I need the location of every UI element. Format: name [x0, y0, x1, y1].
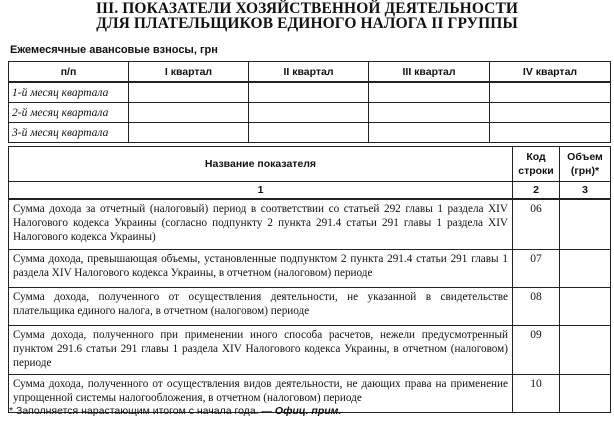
cell-month2-q3[interactable]	[369, 103, 490, 123]
table-row	[9, 250, 611, 288]
line-code: 06	[513, 199, 560, 250]
cell-month3-q2[interactable]	[249, 123, 369, 143]
col-header-q4: IV квартал	[490, 62, 611, 83]
cell-month1-q2[interactable]	[249, 82, 369, 103]
amount-cell[interactable]	[560, 375, 611, 413]
col-header-q3: III квартал	[369, 62, 490, 83]
amount-cell[interactable]	[560, 250, 611, 288]
cell-month3-q4[interactable]	[490, 123, 611, 143]
amount-cell[interactable]	[560, 326, 611, 375]
advance-payments-heading: Ежемесячные авансовые взносы, грн	[10, 44, 218, 56]
advance-header-row	[9, 62, 611, 83]
line-code: 09	[513, 326, 560, 375]
column-number-row	[9, 182, 611, 200]
row-label-month-2: 2-й месяц квартала	[9, 103, 129, 123]
advance-row-month-2	[9, 103, 611, 123]
footnote-signature: Офиц. прим.	[274, 405, 342, 417]
indicator-description: Сумма дохода, превышающая объемы, установленные подпунктом 2 пункта 291.4 статьи 291 главы 1 раздела XIV Налогового кодекса Украины, в отчетном (налоговом) периоде	[9, 250, 513, 288]
cell-month1-q3[interactable]	[369, 82, 490, 103]
indicators-header-row	[9, 147, 611, 182]
title-line-1: III. ПОКАЗАТЕЛИ ХОЗЯЙСТВЕННОЙ ДЕЯТЕЛЬНОСТИ	[95, 0, 519, 17]
line-code: 07	[513, 250, 560, 288]
header-indicator-name: Название показателя	[9, 147, 513, 182]
amount-cell[interactable]	[560, 199, 611, 250]
column-number-1: 1	[9, 182, 513, 200]
cell-month3-q1[interactable]	[129, 123, 249, 143]
column-number-3: 3	[560, 182, 611, 200]
page-title	[0, 1, 614, 31]
column-number-2: 2	[513, 182, 560, 200]
indicator-description: Сумма дохода, полученного от осуществления деятельности, не указанной в свидетельстве плательщика единого налога, в отчетном (налоговом) периоде	[9, 288, 513, 326]
col-header-q1: I квартал	[129, 62, 249, 83]
col-header-q2: II квартал	[249, 62, 369, 83]
footnote-text: * Заполняется нарастающим итогом с начала года. —	[9, 405, 272, 417]
title-line-2: ДЛЯ ПЛАТЕЛЬЩИКОВ ЕДИНОГО НАЛОГА II ГРУППЫ	[96, 15, 518, 32]
cell-month3-q3[interactable]	[369, 123, 490, 143]
table-row	[9, 326, 611, 375]
row-label-month-1: 1-й месяц квартала	[9, 82, 129, 103]
cell-month2-q2[interactable]	[249, 103, 369, 123]
line-code: 08	[513, 288, 560, 326]
header-amount: Объем (грн)*	[560, 147, 611, 182]
cell-month2-q4[interactable]	[490, 103, 611, 123]
advance-row-month-3	[9, 123, 611, 143]
indicator-description: Сумма дохода за отчетный (налоговый) период в соответствии со статьей 292 главы 1 раздела XIV Налогового кодекса Украины (согласно подпункту 2 пункта 291.4 статьи 291 главы 1 раздела XIV Налогового кодекса Украины)	[9, 199, 513, 250]
indicator-description: Сумма дохода, полученного при применении иного способа расчетов, нежели предусмотренный пунктом 291.6 статьи 291 главы 1 раздела XIV Налогового кодекса Украины, в отчетном (налоговом) периоде	[9, 326, 513, 375]
cell-month1-q1[interactable]	[129, 82, 249, 103]
row-label-month-3: 3-й месяц квартала	[9, 123, 129, 143]
cell-month1-q4[interactable]	[490, 82, 611, 103]
advance-row-month-1	[9, 82, 611, 103]
line-code: 10	[513, 375, 560, 413]
footnote	[9, 405, 341, 417]
indicator-description: Сумма дохода, полученного от осуществления видов деятельности, не дающих права на применение упрощенной системы налогообложения, в отчетном (налоговом) периоде	[9, 375, 513, 413]
amount-cell[interactable]	[560, 288, 611, 326]
col-header-pp: п/п	[9, 62, 129, 83]
table-row	[9, 199, 611, 250]
cell-month2-q1[interactable]	[129, 103, 249, 123]
indicators-table	[8, 146, 611, 413]
advance-payments-table	[8, 61, 611, 143]
header-line-code: Код строки	[513, 147, 560, 182]
table-row	[9, 288, 611, 326]
